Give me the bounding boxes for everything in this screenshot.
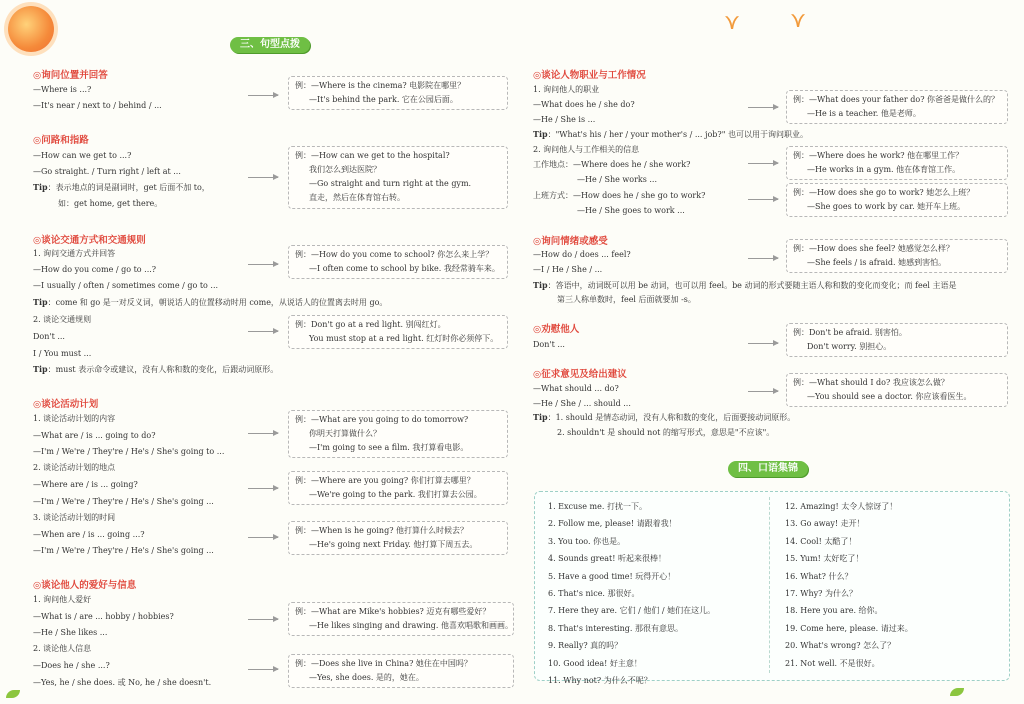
example-line: —It's behind the park. 它在公园后面。 xyxy=(309,95,458,104)
tip-text: Tip：1. should 是情态动词，没有人称和数的变化，后面要接动词原形。 xyxy=(533,412,796,422)
example-box xyxy=(288,654,514,688)
tip-text: 第三人称单数时，feel 后面就要加 -s。 xyxy=(557,295,696,304)
bird-icon: ⋎ xyxy=(790,8,807,33)
example-line: 例：Don't be afraid. 别害怕。 xyxy=(793,328,907,337)
example-line: 例：Don't go at a red light. 别闯红灯。 xyxy=(295,320,446,329)
phrase-item: 13. Go away! 走开！ xyxy=(785,519,865,529)
example-line: 例：—What should I do? 我应该怎么做？ xyxy=(793,378,949,387)
sub-heading: 1. 询问交通方式并回答 xyxy=(33,249,116,258)
leaf-decoration xyxy=(950,688,964,696)
phrase-item: 10. Good idea! 好主意！ xyxy=(548,658,642,668)
phrase-item: 8. That's interesting. 那很有意思。 xyxy=(548,623,683,633)
example-line: Don't worry. 别担心。 xyxy=(807,342,892,351)
pattern-line: —Does he / she ...? xyxy=(33,661,110,670)
pattern-line: I / You must ... xyxy=(33,349,92,358)
example-line: —He's going next Friday. 他打算下周五去。 xyxy=(309,540,478,549)
phrase-item: 17. Why? 为什么？ xyxy=(785,589,857,599)
phrase-item: 2. Follow me, please! 请跟着我！ xyxy=(548,519,677,529)
pattern-line: —I / He / She / ... xyxy=(533,265,603,274)
sub-heading: 1. 询问他人的职业 xyxy=(533,85,600,94)
phrase-item: 1. Excuse me. 打扰一下。 xyxy=(548,502,647,511)
phrase-item: 3. You too. 你也是。 xyxy=(548,536,626,546)
phrase-item: 15. Yum! 太好吃了！ xyxy=(785,554,864,564)
pattern-line: —Yes, he / she does. 或 No, he / she doesn't. xyxy=(33,678,212,687)
example-line: 例：—How does she feel? 她感觉怎么样？ xyxy=(793,244,954,253)
example-line: 例：—Does she live in China? 她住在中国吗？ xyxy=(295,659,472,668)
tip-text: Tip：must 表示命令或建议，没有人称和数的变化，后跟动词原形。 xyxy=(33,364,279,374)
arrow-icon xyxy=(248,264,278,265)
example-line: —She feels / is afraid. 她感到害怕。 xyxy=(807,258,947,267)
example-line: 例：—How do you come to school? 你怎么来上学？ xyxy=(295,250,494,259)
pattern-line: —He / She goes to work ... xyxy=(577,206,685,215)
arrow-icon xyxy=(748,258,778,259)
example-line: —Yes, she does. 是的，她在。 xyxy=(309,673,424,682)
arrow-icon xyxy=(248,488,278,489)
section-title: ◎谈论人物职业与工作情况 xyxy=(533,70,646,81)
arrow-icon xyxy=(248,433,278,434)
example-box xyxy=(786,183,1008,217)
tip-text: Tip："What's his / her / your mother's / ... job?" 也可以用于询问职业。 xyxy=(533,129,808,139)
pattern-line: —What does he / she do? xyxy=(533,100,635,109)
sub-heading: 1. 谈论活动计划的内容 xyxy=(33,414,116,423)
example-box xyxy=(288,76,508,110)
arrow-icon xyxy=(248,669,278,670)
sun-decoration xyxy=(8,6,54,52)
example-line: —You should see a doctor. 你应该看医生。 xyxy=(807,392,972,401)
example-line: —He likes singing and drawing. 他喜欢唱歌和画画。 xyxy=(309,621,513,630)
sub-heading: 2. 谈论他人信息 xyxy=(33,644,92,653)
pattern-line: —What are / is ... going to do? xyxy=(33,431,156,440)
phrases-list-left xyxy=(548,498,715,689)
pattern-line: Don't ... xyxy=(33,332,65,341)
section-title: ◎征求意见及给出建议 xyxy=(533,369,627,380)
section-title: ◎问路和指路 xyxy=(33,135,89,146)
example-line: 例：—What does your father do? 你爸爸是做什么的？ xyxy=(793,95,1000,104)
example-line: 例：—How can we get to the hospital? xyxy=(295,151,450,160)
pattern-line: —It's near / next to / behind / ... xyxy=(33,101,162,110)
phrase-item: 7. Here they are. 它们 / 他们 / 她们在这儿。 xyxy=(548,606,716,616)
pattern-line: —What is / are ... hobby / hobbies? xyxy=(33,612,174,621)
arrow-icon xyxy=(248,619,278,620)
example-box xyxy=(288,471,508,505)
pattern-line: —How can we get to ...? xyxy=(33,151,132,160)
arrow-icon xyxy=(248,95,278,96)
section-title: ◎谈论他人的爱好与信息 xyxy=(33,580,137,591)
example-box xyxy=(288,410,508,458)
pattern-line: 上班方式：—How does he / she go to work? xyxy=(533,191,706,200)
sub-heading: 2. 谈论活动计划的地点 xyxy=(33,463,116,472)
sub-heading: 2. 询问他人与工作相关的信息 xyxy=(533,145,640,154)
pattern-line: —I'm / We're / They're / He's / She's going ... xyxy=(33,546,214,555)
arrow-icon xyxy=(748,199,778,200)
example-line: 例：—Where are you going? 你们打算去哪里？ xyxy=(295,476,475,485)
sub-heading: 3. 谈论活动计划的时间 xyxy=(33,513,116,522)
pattern-line: —How do you come / go to ...? xyxy=(33,265,157,274)
section-title: ◎谈论活动计划 xyxy=(33,399,99,410)
pattern-line: —Go straight. / Turn right / left at ... xyxy=(33,167,181,176)
example-box xyxy=(288,521,508,555)
section-title: ◎谈论交通方式和交通规则 xyxy=(33,235,146,246)
pattern-line: —I'm / We're / They're / He's / She's going to ... xyxy=(33,447,225,456)
example-line: —I often come to school by bike. 我经常骑车来。 xyxy=(309,264,500,273)
example-box xyxy=(786,323,1008,357)
tip-text: 2. shouldn't 是 should not 的缩写形式，意思是"不应该"。 xyxy=(557,428,775,437)
arrow-icon xyxy=(248,331,278,332)
example-line: —I'm going to see a film. 我打算看电影。 xyxy=(309,443,469,452)
pattern-line: —I'm / We're / They're / He's / She's going ... xyxy=(33,497,214,506)
tip-text: Tip：表示地点的词是副词时，get 后面不加 to， xyxy=(33,182,210,192)
example-box xyxy=(786,90,1008,124)
phrase-item: 18. Here you are. 给你。 xyxy=(785,606,883,616)
phrase-item: 11. Why not? 为什么不呢？ xyxy=(548,676,652,686)
example-line: —We're going to the park. 我们打算去公园。 xyxy=(309,490,482,499)
example-line: 例：—What are Mike's hobbies? 迈克有哪些爱好？ xyxy=(295,607,491,616)
pattern-line: —How do / does ... feel? xyxy=(533,250,631,259)
tip-text: Tip：答语中，动词既可以用 be 动词，也可以用 feel。be 动词的形式要随主语人称和数的变化而变化；而 feel 主语是 xyxy=(533,280,957,290)
pattern-line: —He / She / ... should ... xyxy=(533,399,631,408)
example-line: 例：—Where does he work? 他在哪里工作？ xyxy=(793,151,964,160)
phrase-item: 4. Sounds great! 听起来很棒！ xyxy=(548,554,666,564)
example-line: You must stop at a red light. 红灯时你必须停下。 xyxy=(309,334,499,343)
example-line: 例：—What are you going to do tomorrow? xyxy=(295,415,469,424)
example-line: 你明天打算做什么？ xyxy=(309,429,381,438)
pattern-line: —What should ... do? xyxy=(533,384,619,393)
phrase-item: 6. That's nice. 那很好。 xyxy=(548,589,640,599)
example-line: —Go straight and turn right at the gym. xyxy=(309,179,472,188)
arrow-icon xyxy=(748,107,778,108)
pattern-line: —He / She works ... xyxy=(577,175,658,184)
pattern-line: —I usually / often / sometimes come / go to ... xyxy=(33,281,219,290)
phrase-item: 21. Not well. 不是很好。 xyxy=(785,658,880,668)
example-box xyxy=(786,146,1008,180)
phrase-item: 19. Come here, please. 请过来。 xyxy=(785,623,913,633)
example-line: —She goes to work by car. 她开车上班。 xyxy=(807,202,966,211)
section-title: ◎询问情绪或感受 xyxy=(533,236,608,247)
example-box xyxy=(786,373,1008,407)
phrase-item: 20. What's wrong? 怎么了？ xyxy=(785,641,896,651)
example-line: —He works in a gym. 他在体育馆工作。 xyxy=(807,165,961,174)
arrow-icon xyxy=(748,391,778,392)
example-box xyxy=(288,245,508,279)
pattern-line: —Where are / is ... going? xyxy=(33,480,138,489)
phrase-item: 12. Amazing! 太令人惊讶了！ xyxy=(785,502,898,511)
example-line: 我们怎么到达医院？ xyxy=(309,165,381,174)
section-title: ◎劝慰他人 xyxy=(533,324,580,335)
sub-heading: 2. 谈论交通规则 xyxy=(33,315,92,324)
bird-icon: ⋎ xyxy=(724,10,741,35)
sub-heading: 1. 询问他人爱好 xyxy=(33,595,92,604)
example-line: 例：—How does she go to work? 她怎么上班？ xyxy=(793,188,975,197)
section-title: ◎询问位置并回答 xyxy=(33,70,108,81)
phrase-item: 16. What? 什么？ xyxy=(785,571,853,581)
section-banner: 四、口语集锦 xyxy=(728,461,808,477)
example-line: 例：—When is he going? 他打算什么时候去？ xyxy=(295,526,469,535)
leaf-decoration xyxy=(6,690,20,698)
pattern-line: —When are / is ... going ...? xyxy=(33,530,145,539)
example-box xyxy=(288,315,508,349)
example-box xyxy=(288,602,514,636)
section-banner: 三、句型点拨 xyxy=(230,37,310,53)
phrases-list-right xyxy=(785,498,913,672)
phrase-item: 5. Have a good time! 玩得开心！ xyxy=(548,571,676,581)
arrow-icon xyxy=(248,537,278,538)
arrow-icon xyxy=(248,177,278,178)
arrow-icon xyxy=(748,343,778,344)
phrase-item: 9. Really? 真的吗？ xyxy=(548,641,623,651)
example-line: —He is a teacher. 他是老师。 xyxy=(807,109,921,118)
pattern-line: —Where is ...? xyxy=(33,85,92,94)
phrases-divider xyxy=(769,497,770,673)
example-line: 直走，然后在体育馆右转。 xyxy=(309,193,405,202)
example-line: 例：—Where is the cinema? 电影院在哪里？ xyxy=(295,81,466,90)
arrow-icon xyxy=(748,163,778,164)
pattern-line: 工作地点：—Where does he / she work? xyxy=(533,160,691,169)
example-box xyxy=(786,239,1008,273)
pattern-line: —He / She likes ... xyxy=(33,628,108,637)
example-box xyxy=(288,146,508,209)
pattern-line: —He / She is ... xyxy=(533,115,596,124)
tip-text: 如：get home, get there。 xyxy=(58,199,163,208)
phrase-item: 14. Cool! 太酷了！ xyxy=(785,536,857,546)
pattern-line: Don't ... xyxy=(533,340,565,349)
tip-text: Tip：come 和 go 是一对反义词，朝说话人的位置移动时用 come，从说话人的位置离去时用 go。 xyxy=(33,297,388,307)
